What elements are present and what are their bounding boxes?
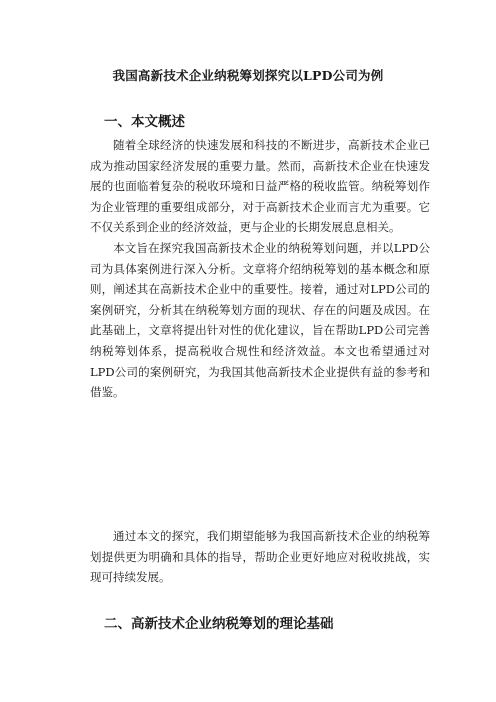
- section-heading-overview: 一、本文概述: [104, 114, 185, 130]
- section-heading-theory: 二、高新技术企业纳税筹划的理论基础: [104, 616, 334, 632]
- paragraph-2: 本文旨在探究我国高新技术企业的纳税筹划问题，并以LPD公司为具体案例进行深入分析。文章将介绍纳税筹划的基本概念和原则，阐述其在高新技术企业中的重要性。接着，通过对LPD公司的案例研究，分析其在纳税筹划方面的现状、存在的问题及成因。在此基础上，文章将提出针对性的优化建议，旨在帮助LPD公司完善纳税筹划体系，提高税收合规性和经济效益。本文也希望通过对LPD公司的案例研究，为我国其他高新技术企业提供有益的参考和借鉴。: [90, 241, 430, 400]
- document-title: 我国高新技术企业纳税筹划探究以LPD公司为例: [112, 68, 384, 83]
- paragraph-1: 随着全球经济的快速发展和科技的不断进步，高新技术企业已成为推动国家经济发展的重要力量。然而，高新技术企业在快速发展的也面临着复杂的税收环境和日益严格的税收监管。纳税筹划作为企业管理的重要组成部分，对于高新技术企业而言尤为重要。它不仅关系到企业的经济效益，更与企业的长期发展息息相关。: [90, 138, 430, 235]
- paragraph-3: 通过本文的探究，我们期望能够为我国高新技术企业的纳税筹划提供更为明确和具体的指导，帮助企业更好地应对税收挑战，实现可持续发展。: [90, 529, 430, 585]
